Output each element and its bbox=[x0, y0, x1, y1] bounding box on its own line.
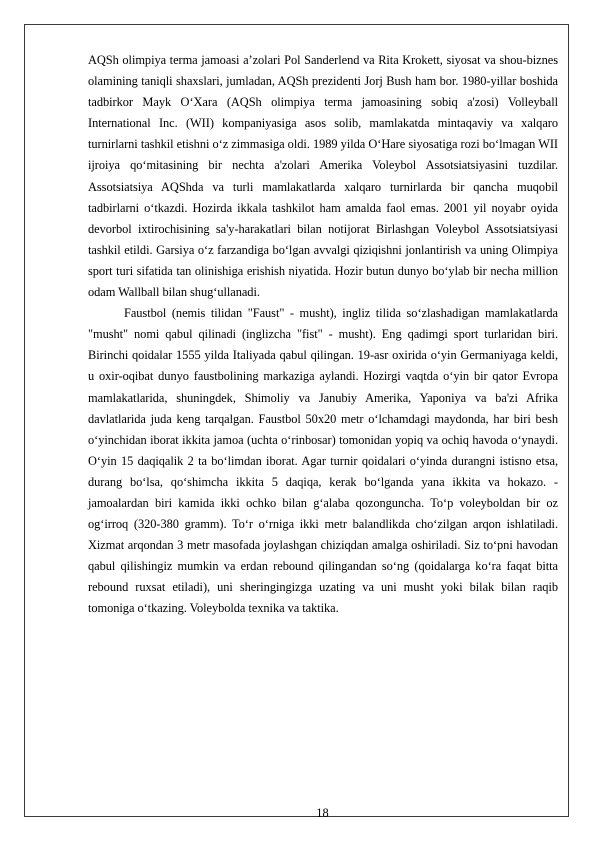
document-body bbox=[88, 50, 558, 620]
paragraph-1: AQSh olimpiya terma jamoasi a’zolari Pol Sanderlend va Rita Krokett, siyosat va shou-biznes olamining taniqli shaxslari, jumladan, AQSh prezidenti Jorj Bush ham bor. 1980-yillar boshida tadbirkor Mayk O‘Xara (AQSh olimpiya terma jamoasining sobiq a'zosi) Volleyball International Inc. (WII) kompaniyasiga asos solib, mamlakatda mintaqaviy va xalqaro turnirlarni tashkil etishni o‘z zimmasiga oldi. 1989 yilda O‘Hare siyosatiga rozi bo‘lmagan WII ijroiya qo‘mitasining bir nechta a'zolari Amerika Voleybol Assotsiatsiyasini tuzdilar. Assotsiatsiya AQShda va turli mamlakatlarda xalqaro turnirlarda bir qancha muqobil tadbirlarni o‘tkazdi. Hozirda ikkala tashkilot ham amalda faol emas. 2001 yil noyabr oyida devorbol ixtirochisining sa'y-harakatlari bilan notijorat Birlashgan Voleybol Assotsiatsiyasi tashkil etildi. Garsiya o‘z farzandiga bo‘lgan avvalgi qiziqishni jonlantirish va uning Olimpiya sport turi sifatida tan olinishiga erishish niyatida. Hozir butun dunyo bo‘ylab bir necha million odam Wallball bilan shug‘ullanadi. bbox=[88, 53, 558, 300]
paragraph-2: Faustbol (nemis tilidan "Faust" - musht), ingliz tilida so‘zlashadigan mamlakatlarda "musht" nomi qabul qilinadi (inglizcha "fist" - musht). Eng qadimgi sport turlaridan biri. Birinchi qoidalar 1555 yilda Italiyada qabul qilingan. 19-asr oxirida o‘yin Germaniyaga keldi, u oxir-oqibat dunyo faustbolining markaziga aylandi. Hozirgi vaqtda o‘yin bir qator Evropa mamlakatlarida, shuningdek, Shimoliy va Janubiy Amerika, Yaponiya va ba'zi Afrika davlatlarida juda keng tarqalgan. Faustbol 50x20 metr o‘lchamdagi maydonda, har biri besh o‘yinchidan iborat ikkita jamoa (uchta o‘rinbosar) tomonidan yopiq va ochiq havoda o‘ynaydi. O‘yin 15 daqiqalik 2 ta bo‘limdan iborat. Agar turnir qoidalari o‘yinda durangni istisno etsa, durang bo‘lsa, qo‘shimcha ikkita 5 daqiqa, kerak bo‘lganda yana ikkita va hokazo. - jamoalardan biri kamida ikki ochko bilan g‘alaba qozonguncha. To‘p voleyboldan bir oz og‘irroq (320-380 gramm). To‘r o‘rniga ikki metr balandlikda cho‘zilgan arqon ishlatiladi. Xizmat arqondan 3 metr masofada joylashgan chiziqdan amalga oshiriladi. Siz to‘pni havodan qabul qilishingiz mumkin va erdan rebound qilingandan so‘ng (qoidalarga ko‘ra faqat bitta rebound ruxsat etiladi), uni sheringingizga uzating va uni musht yoki bilak bilan raqib tomoniga o‘tkazing. Voleybolda texnika va taktika. bbox=[88, 306, 558, 616]
page-number: 18 bbox=[316, 806, 329, 820]
